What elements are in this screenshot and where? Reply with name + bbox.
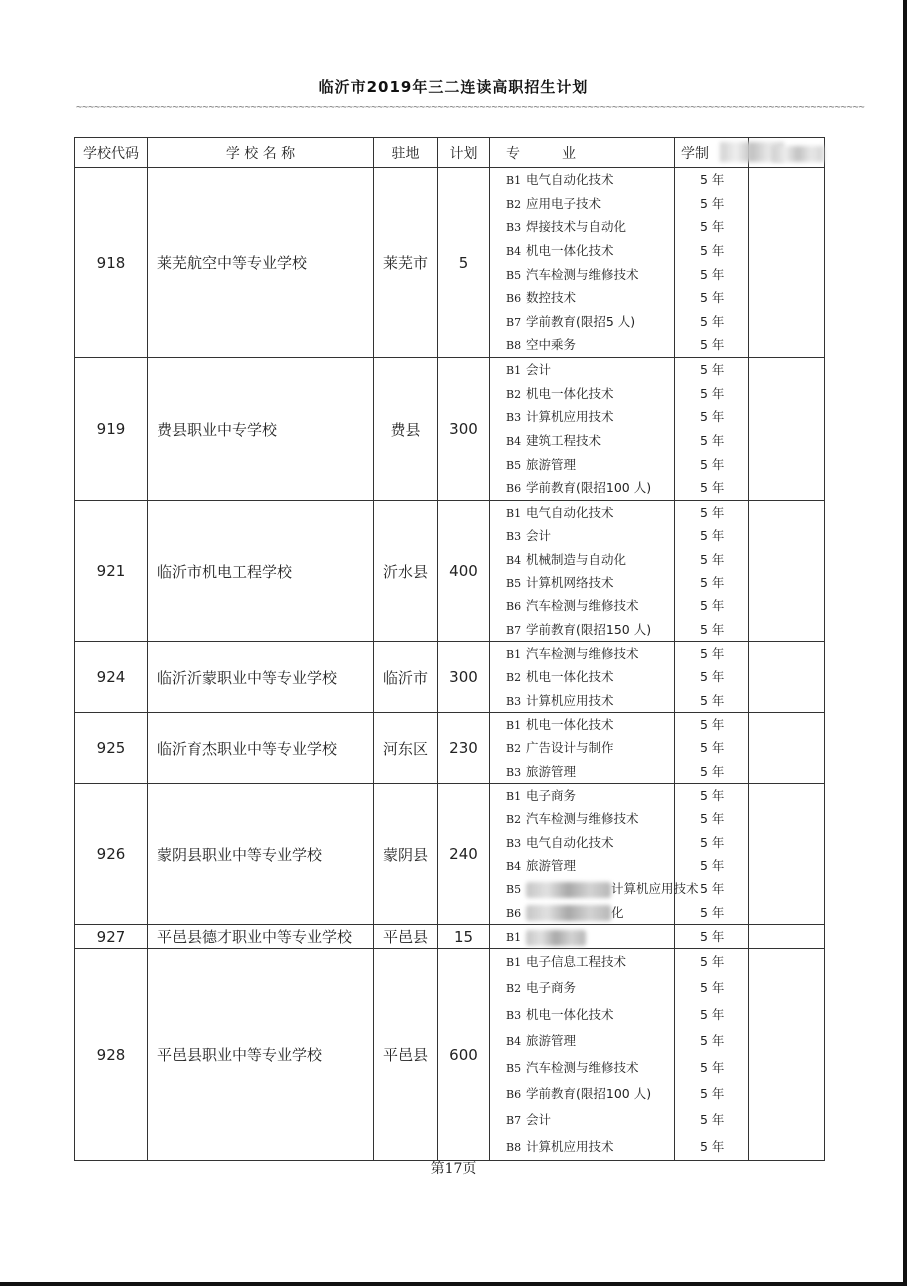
major-duration: 5 年 [700, 195, 725, 211]
major-duration: 5 年 [700, 574, 725, 590]
major-item [506, 784, 674, 807]
major-code: B1 [506, 719, 522, 732]
major-name: 汽车检测与维修技术 [526, 266, 639, 282]
major-item [506, 807, 674, 830]
major-item [506, 263, 674, 287]
major-code: B4 [506, 434, 522, 448]
major-name: 计算机应用技术 [526, 1138, 614, 1154]
header-major: 专 业 [490, 138, 675, 168]
major-duration: 5 年 [700, 1085, 725, 1101]
years-list [675, 168, 749, 358]
major-code: B5 [506, 458, 522, 472]
school-code: 928 [75, 949, 148, 1161]
major-code: B7 [506, 315, 522, 329]
decorative-wave-divider: ~~~~~~~~~~~~~~~~~~~~~~~~~~~~~~~~~~~~~~~~~~~~~~~~~~~~~~~~~~~~~~~~~~~~~~~~~~~~~~~~~~~~~~~~~~~~~~~~~~~~~~~~~~~~~~~~~~~~~~~~~~~~~~~~~~~ [76, 102, 865, 113]
major-item [506, 831, 674, 854]
major-code: B2 [506, 387, 522, 401]
major-duration: 5 年 [700, 811, 725, 827]
major-duration: 5 年 [700, 528, 725, 544]
major-code: B1 [506, 507, 522, 520]
redaction-blur [526, 905, 611, 921]
major-item [506, 594, 674, 617]
major-duration: 5 年 [700, 621, 725, 637]
header-years: 学制 [675, 138, 749, 168]
major-code: B7 [506, 1114, 522, 1128]
major-code: B4 [506, 859, 522, 873]
years-list [675, 713, 749, 784]
document-title: 临沂市2019年三二连读高职招生计划 [318, 78, 589, 96]
major-item [506, 713, 674, 736]
enrollment-plan-table [74, 137, 825, 1161]
table-body [75, 168, 825, 1161]
school-name: 临沂沂蒙职业中等专业学校 [148, 642, 374, 713]
major-code: B1 [506, 648, 522, 661]
major-name: 学前教育(限招150 人) [526, 621, 652, 637]
major-duration: 5 年 [700, 266, 725, 282]
major-item [506, 901, 674, 924]
major-item [506, 548, 674, 571]
school-code: 924 [75, 642, 148, 713]
major-duration: 5 年 [700, 432, 725, 448]
school-location: 蒙阴县 [374, 784, 438, 925]
major-name: 电气自动化技术 [526, 505, 614, 520]
major-code: B1 [506, 790, 522, 803]
years-list [675, 642, 749, 713]
major-item [506, 665, 674, 688]
major-duration: 5 年 [700, 242, 725, 258]
major-code: B6 [506, 906, 522, 920]
major-item [506, 1134, 674, 1160]
major-duration: 5 年 [700, 954, 725, 969]
major-code: B8 [506, 339, 522, 353]
school-name: 莱芜航空中等专业学校 [148, 168, 374, 358]
school-plan: 230 [438, 713, 490, 784]
major-name: 旅游管理 [526, 857, 577, 873]
major-item [506, 949, 674, 975]
major-name: 电子商务 [526, 980, 577, 996]
major-name: 汽车检测与维修技术 [526, 646, 639, 661]
major-list [490, 642, 675, 713]
major-list [490, 358, 675, 501]
major-duration: 5 年 [700, 480, 725, 496]
header-school-code: 学校代码 [75, 138, 148, 168]
major-name: 机电一体化技术 [526, 1006, 614, 1022]
table-row [75, 925, 825, 949]
major-code: B4 [506, 1035, 522, 1049]
school-location: 河东区 [374, 713, 438, 784]
major-code: B3 [506, 765, 522, 779]
major-name: 汽车检测与维修技术 [526, 1059, 639, 1075]
table-row [75, 168, 825, 358]
school-code: 927 [75, 925, 148, 949]
major-item [506, 760, 674, 783]
years-list [675, 358, 749, 501]
major-duration: 5 年 [700, 692, 725, 708]
school-plan: 300 [438, 642, 490, 713]
school-code: 921 [75, 501, 148, 642]
major-name: 学前教育(限招5 人) [526, 313, 636, 329]
major-item [506, 571, 674, 594]
major-code: B8 [506, 1140, 522, 1154]
school-name: 费县职业中专学校 [148, 358, 374, 501]
major-item [506, 1081, 674, 1107]
major-item [506, 501, 674, 524]
major-name: 应用电子技术 [526, 195, 602, 211]
major-code: B2 [506, 197, 522, 211]
major-duration: 5 年 [700, 409, 725, 425]
major-name: 电子商务 [526, 788, 577, 803]
major-item [506, 689, 674, 712]
major-item [506, 854, 674, 877]
major-duration: 5 年 [700, 219, 725, 235]
school-code: 925 [75, 713, 148, 784]
major-duration: 5 年 [700, 598, 725, 614]
major-duration: 5 年 [700, 763, 725, 779]
school-location: 莱芜市 [374, 168, 438, 358]
major-code: B3 [506, 1008, 522, 1022]
major-duration: 5 年 [700, 834, 725, 850]
major-duration: 5 年 [700, 857, 725, 873]
major-duration: 5 年 [700, 740, 725, 756]
major-item [506, 453, 674, 477]
major-item [506, 618, 674, 641]
page-border-right [903, 0, 907, 1286]
blank-cell [749, 501, 825, 642]
blank-cell [749, 949, 825, 1161]
major-name: 数控技术 [526, 290, 577, 306]
major-code: B5 [506, 883, 522, 897]
major-duration: 5 年 [700, 980, 725, 996]
major-code: B1 [506, 931, 522, 944]
major-item [506, 1002, 674, 1028]
major-name: 机电一体化技术 [526, 385, 614, 401]
major-duration: 5 年 [700, 788, 725, 803]
major-duration: 5 年 [700, 172, 725, 187]
major-duration: 5 年 [700, 362, 725, 377]
page-number: 第17页 [430, 1161, 477, 1177]
major-name: 空中乘务 [526, 337, 577, 353]
school-name: 蒙阴县职业中等专业学校 [148, 784, 374, 925]
major-duration: 5 年 [700, 669, 725, 685]
major-duration: 5 年 [700, 929, 725, 944]
school-plan: 5 [438, 168, 490, 358]
major-duration: 5 年 [700, 505, 725, 520]
years-list [675, 784, 749, 925]
major-item [506, 358, 674, 382]
major-name: 旅游管理 [526, 456, 577, 472]
blank-cell [749, 168, 825, 358]
major-name: 化 [611, 904, 624, 920]
major-item [506, 1028, 674, 1054]
major-name: 会计 [526, 528, 552, 544]
major-list [490, 713, 675, 784]
major-name: 机械制造与自动化 [526, 551, 627, 567]
school-code: 926 [75, 784, 148, 925]
major-item [506, 405, 674, 429]
school-code: 918 [75, 168, 148, 358]
major-item [506, 877, 699, 900]
major-name: 会计 [526, 1112, 552, 1128]
major-item [506, 736, 674, 759]
major-duration: 5 年 [700, 881, 725, 897]
major-name: 计算机应用技术 [526, 409, 614, 425]
school-location: 平邑县 [374, 925, 438, 949]
years-list [675, 501, 749, 642]
header-location: 驻地 [374, 138, 438, 168]
school-plan: 15 [438, 925, 490, 949]
school-name: 临沂育杰职业中等专业学校 [148, 713, 374, 784]
school-code: 919 [75, 358, 148, 501]
major-item [506, 382, 674, 406]
major-name: 广告设计与制作 [526, 740, 614, 756]
major-duration: 5 年 [700, 1006, 725, 1022]
major-code: B4 [506, 553, 522, 567]
major-duration: 5 年 [700, 290, 725, 306]
major-name: 计算机应用技术 [611, 881, 699, 897]
major-code: B5 [506, 268, 522, 282]
major-list [490, 501, 675, 642]
major-code: B5 [506, 576, 522, 590]
major-item [506, 333, 674, 357]
major-item [506, 1055, 674, 1081]
major-code: B7 [506, 623, 522, 637]
school-plan: 300 [438, 358, 490, 501]
header-school-name: 学 校 名 称 [148, 138, 374, 168]
school-location: 费县 [374, 358, 438, 501]
school-location: 沂水县 [374, 501, 438, 642]
major-name: 旅游管理 [526, 763, 577, 779]
blank-cell [749, 358, 825, 501]
years-list [675, 949, 749, 1161]
major-duration: 5 年 [700, 1112, 725, 1128]
blank-cell [749, 784, 825, 925]
table-header-row [75, 138, 825, 168]
major-code: B2 [506, 813, 522, 827]
major-duration: 5 年 [700, 717, 725, 732]
major-name: 电子信息工程技术 [526, 954, 627, 969]
major-code: B1 [506, 956, 522, 969]
blank-cell [749, 925, 825, 949]
major-item [506, 168, 674, 192]
blank-cell [749, 642, 825, 713]
major-name: 机电一体化技术 [526, 242, 614, 258]
major-item [506, 925, 674, 948]
major-code: B2 [506, 982, 522, 996]
major-code: B1 [506, 364, 522, 377]
major-duration: 5 年 [700, 551, 725, 567]
major-code: B1 [506, 174, 522, 187]
major-item [506, 286, 674, 310]
major-code: B2 [506, 671, 522, 685]
header-plan: 计划 [438, 138, 490, 168]
school-plan: 240 [438, 784, 490, 925]
table-row [75, 501, 825, 642]
redaction-blur [526, 930, 586, 946]
major-duration: 5 年 [700, 646, 725, 661]
major-duration: 5 年 [700, 385, 725, 401]
major-item [506, 642, 674, 665]
table-row [75, 713, 825, 784]
years-list [675, 925, 749, 949]
table-row [75, 949, 825, 1161]
major-list [490, 784, 699, 925]
table-row [75, 642, 825, 713]
school-name: 平邑县职业中等专业学校 [148, 949, 374, 1161]
major-code: B6 [506, 482, 522, 496]
major-code: B5 [506, 1061, 522, 1075]
major-list [490, 949, 675, 1161]
major-item [506, 975, 674, 1001]
major-code: B6 [506, 292, 522, 306]
major-duration: 5 年 [700, 904, 725, 920]
school-name: 平邑县德才职业中等专业学校 [148, 925, 374, 949]
page-border-bottom [0, 1282, 907, 1286]
table-row [75, 784, 825, 925]
major-item [506, 310, 674, 334]
major-name: 旅游管理 [526, 1033, 577, 1049]
school-location: 临沂市 [374, 642, 438, 713]
redaction-blur [526, 882, 611, 898]
major-name: 建筑工程技术 [526, 432, 602, 448]
school-plan: 600 [438, 949, 490, 1161]
major-name: 电气自动化技术 [526, 172, 614, 187]
major-code: B3 [506, 694, 522, 708]
major-name: 计算机网络技术 [526, 574, 614, 590]
major-duration: 5 年 [700, 1033, 725, 1049]
school-name: 临沂市机电工程学校 [148, 501, 374, 642]
major-name: 计算机应用技术 [526, 692, 614, 708]
blank-cell [749, 713, 825, 784]
table-row [75, 358, 825, 501]
major-code: B3 [506, 411, 522, 425]
major-item [506, 192, 674, 216]
major-code: B4 [506, 244, 522, 258]
major-name: 机电一体化技术 [526, 669, 614, 685]
major-name: 电气自动化技术 [526, 834, 614, 850]
major-code: B6 [506, 600, 522, 614]
major-list [490, 925, 675, 949]
major-item [506, 215, 674, 239]
major-item [506, 1107, 674, 1133]
major-item [506, 524, 674, 547]
major-name: 会计 [526, 362, 552, 377]
major-code: B3 [506, 530, 522, 544]
major-item [506, 239, 674, 263]
major-code: B3 [506, 221, 522, 235]
school-location: 平邑县 [374, 949, 438, 1161]
major-name: 汽车检测与维修技术 [526, 598, 639, 614]
major-duration: 5 年 [700, 313, 725, 329]
major-duration: 5 年 [700, 337, 725, 353]
major-code: B2 [506, 742, 522, 756]
major-name: 机电一体化技术 [526, 717, 614, 732]
major-name: 学前教育(限招100 人) [526, 480, 652, 496]
major-code: B3 [506, 836, 522, 850]
major-item [506, 476, 674, 500]
school-plan: 400 [438, 501, 490, 642]
major-list [490, 168, 675, 358]
redaction-blur [772, 146, 824, 162]
major-name: 焊接技术与自动化 [526, 219, 627, 235]
major-duration: 5 年 [700, 1138, 725, 1154]
major-name: 学前教育(限招100 人) [526, 1085, 652, 1101]
major-code: B6 [506, 1087, 522, 1101]
major-duration: 5 年 [700, 456, 725, 472]
major-item [506, 429, 674, 453]
major-duration: 5 年 [700, 1059, 725, 1075]
major-name: 汽车检测与维修技术 [526, 811, 639, 827]
